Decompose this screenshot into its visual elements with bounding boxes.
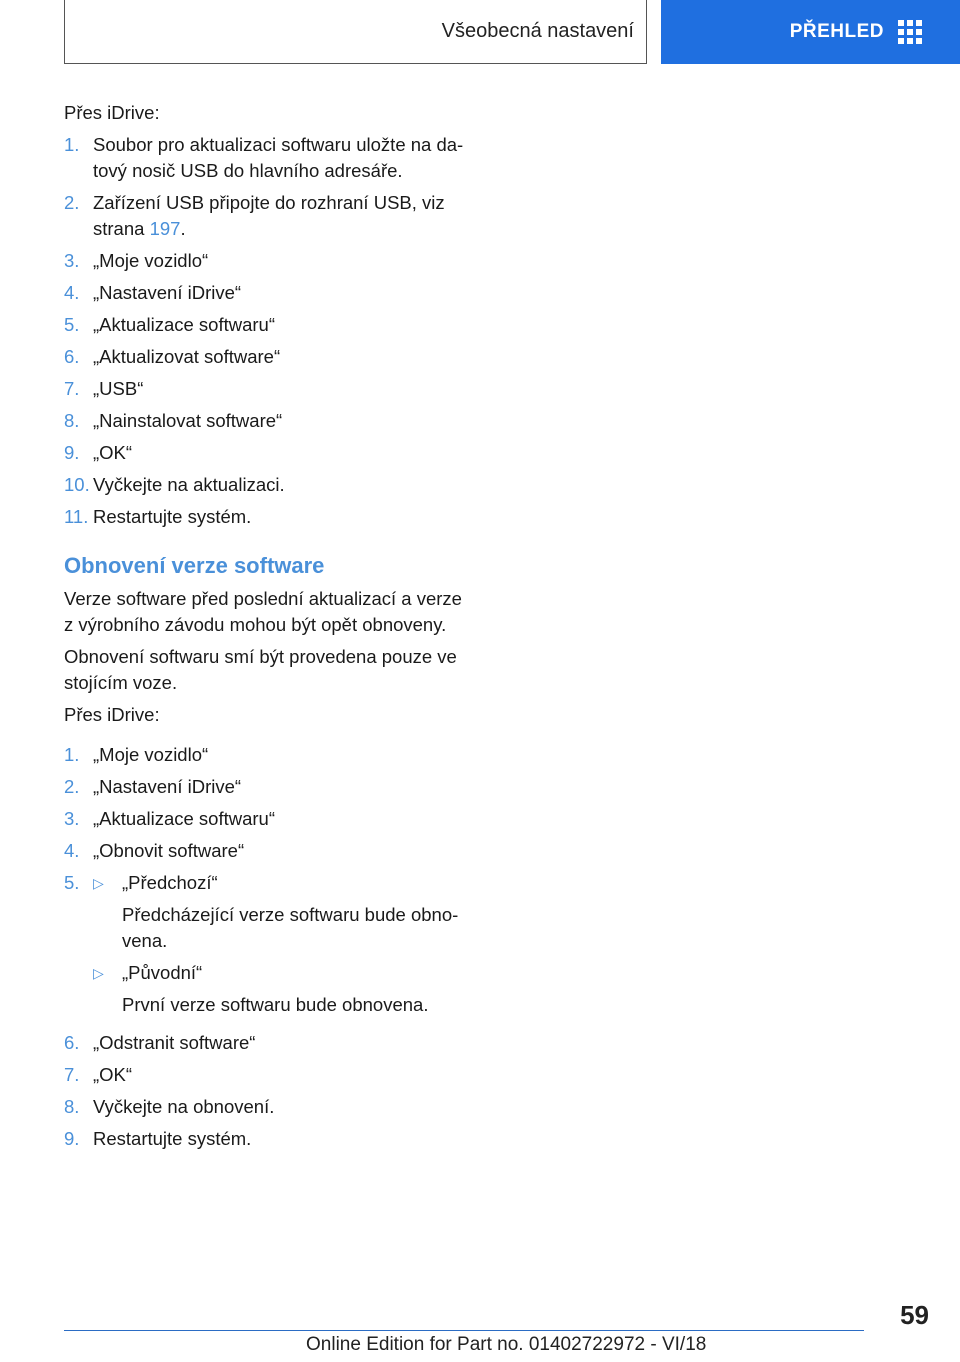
step-text: „Aktualizovat software“ [93,346,281,367]
list-item [64,870,474,1024]
step-text: Restartujte systém. [93,1128,252,1149]
grid-icon [898,20,922,44]
option-item [93,960,474,1018]
update-steps-list [64,132,474,530]
step-number: 1. [64,744,80,765]
list-item [64,248,474,274]
step-number: 8. [64,410,80,431]
overview-button[interactable] [661,0,960,64]
step-text: Soubor pro aktualizaci softwaru uložte na da‐ tový nosič USB do hlavního adresáře. [93,134,464,181]
step-number: 2. [64,776,80,797]
list-item [64,440,474,466]
option-description: První verze softwaru bude obnovena. [122,994,429,1015]
intro-text: Přes iDrive: [64,102,160,123]
option-label: „Původní“ [122,962,203,983]
list-item [64,1030,474,1056]
list-item [64,1062,474,1088]
step-text: Vyčkejte na obnovení. [93,1096,275,1117]
footer-edition-text: Online Edition for Part no. 01402722972 - VI/18 [306,1334,707,1355]
step-number: 7. [64,378,80,399]
step-number: 7. [64,1064,80,1085]
step-number: 4. [64,840,80,861]
header-section-title-box [64,0,647,64]
step-text: Vyčkejte na aktualizaci. [93,474,285,495]
overview-label: PŘEHLED [789,21,884,42]
page-number: 59 [900,1300,929,1330]
triangle-bullet-icon: ▷ [93,965,104,981]
step-text: Restartujte systém. [93,506,252,527]
list-item [64,280,474,306]
section-paragraph: Verze software před poslední aktualizací a verze z výrobního závodu mohou být opět obnoveny. [64,588,462,635]
step-text: „Obnovit software“ [93,840,245,861]
step-number: 1. [64,134,80,155]
list-item [64,1094,474,1120]
main-content [64,100,474,1158]
restore-steps-list [64,742,474,1152]
step-number: 5. [64,872,80,893]
step-number: 9. [64,442,80,463]
list-item [64,312,474,338]
section-paragraph: Přes iDrive: [64,704,160,725]
step-text: „Aktualizace softwaru“ [93,808,275,829]
list-item [64,132,474,184]
footer-divider [64,1330,864,1331]
list-item [64,344,474,370]
option-item [93,870,474,954]
section-heading: Obnovení verze software [64,553,325,578]
list-item [64,1126,474,1152]
step-text: „Aktualizace softwaru“ [93,314,275,335]
step-number: 9. [64,1128,80,1149]
step-number: 11. [64,506,89,527]
option-label: „Předchozí“ [122,872,218,893]
step-number: 4. [64,282,80,303]
step-number: 6. [64,346,80,367]
step-text: „OK“ [93,442,133,463]
section-paragraph: Obnovení softwaru smí být provedena pouze ve stojícím voze. [64,646,457,693]
list-item [64,838,474,864]
list-item [64,190,474,242]
list-item [64,472,474,498]
step-text: „Moje vozidlo“ [93,744,209,765]
step-number: 3. [64,808,80,829]
step-text: „Moje vozidlo“ [93,250,209,271]
list-item [64,408,474,434]
step-number: 5. [64,314,80,335]
step-text-with-link: Zařízení USB připojte do rozhraní USB, viz strana 197. [93,192,445,239]
triangle-bullet-icon: ▷ [93,875,104,891]
page-link[interactable]: 197 [149,218,181,239]
list-item [64,774,474,800]
step-number: 8. [64,1096,80,1117]
step-text: „Nastavení iDrive“ [93,776,242,797]
step-text: „OK“ [93,1064,133,1085]
list-item [64,742,474,768]
step-text: „Odstranit software“ [93,1032,256,1053]
list-item [64,376,474,402]
header-section-title: Všeobecná nastavení [441,20,634,42]
step-number: 3. [64,250,80,271]
step-text: „Nainstalovat software“ [93,410,283,431]
step-options [93,870,474,1024]
step-number: 2. [64,192,80,213]
step-number: 6. [64,1032,80,1053]
list-item [64,504,474,530]
list-item [64,806,474,832]
option-description: Předcházející verze softwaru bude obno‐ vena. [122,904,459,951]
step-text: „Nastavení iDrive“ [93,282,242,303]
option-list [93,870,474,1018]
step-text: „USB“ [93,378,144,399]
step-number: 10. [64,474,90,495]
